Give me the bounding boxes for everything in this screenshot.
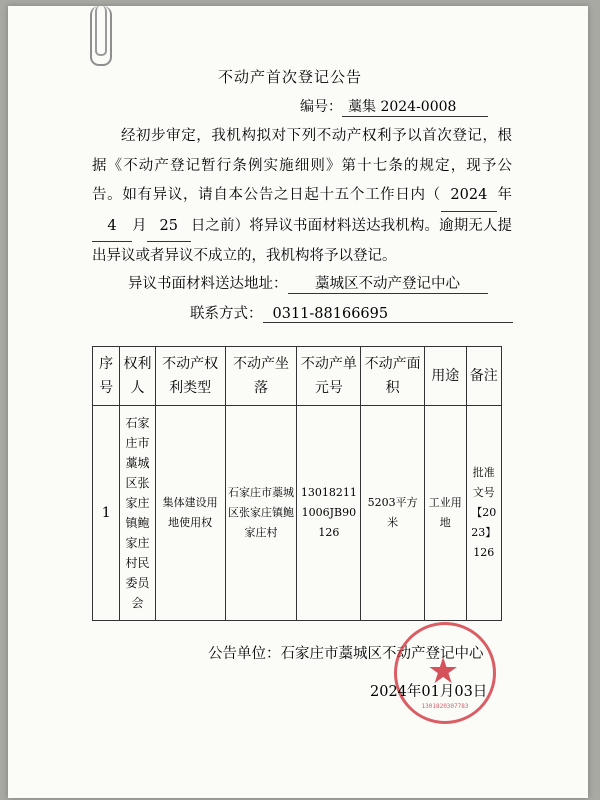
header-location: 不动产坐落	[225, 347, 297, 406]
cell-use: 工业用地	[425, 406, 467, 621]
doc-number	[300, 96, 488, 117]
registration-table	[92, 346, 502, 621]
notice-body	[92, 122, 512, 272]
contact-value: 0311-88166695	[263, 306, 513, 323]
deadline-month: 4	[92, 212, 132, 243]
header-area: 不动产面积	[361, 347, 425, 406]
body-part2: 日之前）将异议书面材料送达我机构。逾期无人提出异议或者异议不成立的，我机构将予以登记。	[92, 217, 513, 264]
header-seq: 序号	[93, 347, 120, 406]
objection-address	[128, 272, 488, 294]
official-seal	[394, 622, 496, 724]
deadline-year: 2024	[441, 181, 497, 212]
seal-code: 1301820307783	[421, 703, 469, 710]
doc-number-label: 编号：	[300, 99, 342, 115]
issuer-value: 石家庄市藁城区不动产登记中心	[280, 646, 484, 662]
issuer-label: 公告单位：	[208, 646, 281, 662]
cell-area: 5203平方米	[361, 406, 425, 621]
body-part1: 经初步审定，我机构拟对下列不动产权利予以首次登记，根据《不动产登记暂行条例实施细则》第十七条的规定，现予公告。如有异议，请自本公告之日起十五个工作日内（	[92, 128, 512, 203]
header-use: 用途	[425, 347, 467, 406]
header-unit-number: 不动产单元号	[297, 347, 361, 406]
cell-seq: 1	[93, 406, 120, 621]
cell-unit-number: 130182111006JB90126	[297, 406, 361, 621]
address-label: 异议书面材料送达地址：	[128, 276, 288, 292]
contact-info	[190, 302, 513, 323]
seal-star-icon: ★	[427, 651, 460, 692]
doc-number-value: 藁集 2024-0008	[342, 96, 488, 117]
header-right-type: 不动产权利类型	[155, 347, 225, 406]
deadline-day: 25	[147, 212, 191, 243]
address-value: 藁城区不动产登记中心	[288, 272, 488, 294]
month-unit: 月	[132, 217, 147, 234]
cell-owner: 石家庄市藁城区张家庄镇鲍家庄村民委员会	[120, 406, 155, 621]
table-row	[93, 406, 502, 621]
notice-title: 不动产首次登记公告	[217, 68, 362, 86]
cell-right-type: 集体建设用地使用权	[155, 406, 225, 621]
cell-location: 石家庄市藁城区张家庄镇鲍家庄村	[225, 406, 297, 621]
issue-date: 2024年01月03日	[370, 684, 488, 700]
header-note: 备注	[466, 347, 502, 406]
year-unit: 年	[496, 187, 513, 203]
paperclip-inner-icon	[95, 6, 107, 56]
header-owner: 权利人	[120, 347, 155, 406]
contact-label: 联系方式：	[190, 306, 263, 322]
table-header-row	[93, 347, 502, 406]
cell-note: 批准文号【2023】126	[466, 406, 502, 621]
